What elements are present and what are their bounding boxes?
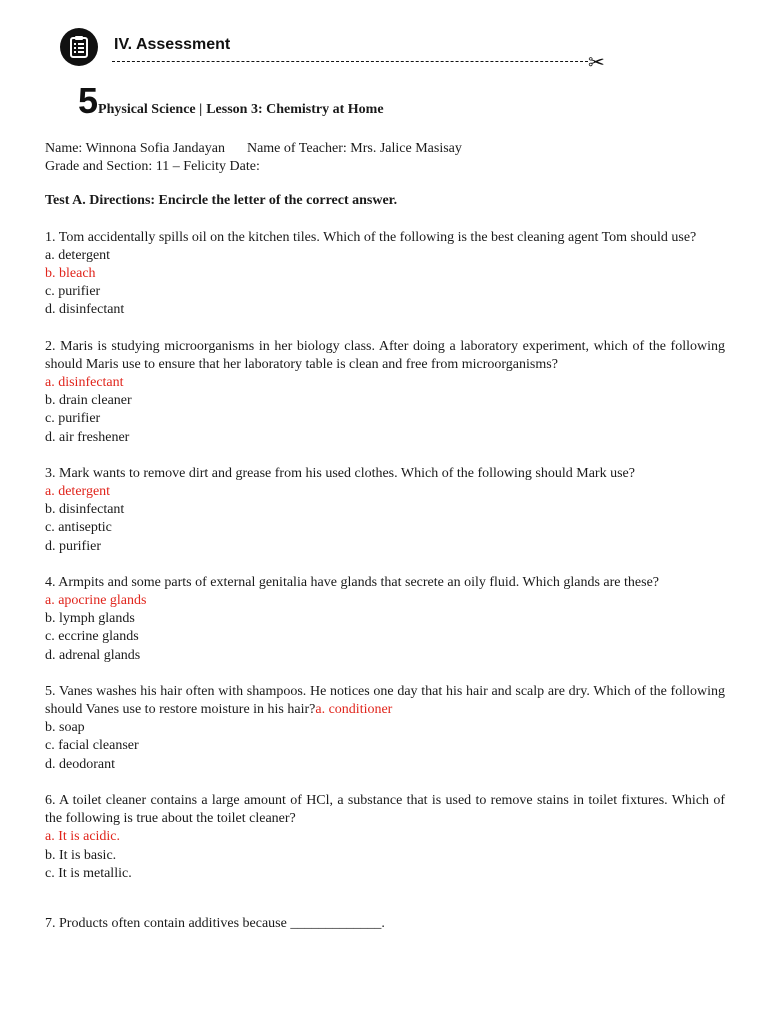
option-marked[interactable]: a. conditioner	[315, 702, 393, 718]
option[interactable]: b. drain cleaner	[45, 393, 132, 409]
test-directions: Test A. Directions: Encircle the letter of the correct answer.	[45, 193, 398, 209]
option[interactable]: d. deodorant	[45, 756, 115, 772]
question-2	[45, 338, 725, 447]
option[interactable]: c. purifier	[45, 411, 101, 427]
option-marked[interactable]: a. It is acidic.	[45, 829, 121, 845]
scissors-icon: ✂	[588, 50, 605, 74]
question-7	[45, 915, 725, 933]
question-text: 6. A toilet cleaner contains a large amount of HCl, a substance that is used to remove stains in toilet fixtures. Which of the following is true about the toilet cleaner?	[45, 792, 725, 827]
option[interactable]: b. disinfectant	[45, 502, 125, 518]
option[interactable]: d. disinfectant	[45, 302, 125, 318]
cut-line	[112, 61, 588, 62]
lesson-heading	[78, 80, 384, 120]
question-6	[45, 792, 725, 883]
question-text-body: 5. Vanes washes his hair often with shampoos. He notices one day that his hair and scalp are dry. Which of the following should Vanes use to restore moisture in his hair?	[45, 683, 725, 718]
option-marked[interactable]: b. bleach	[45, 266, 96, 282]
option[interactable]: d. purifier	[45, 538, 101, 554]
question-text: 4. Armpits and some parts of external genitalia have glands that secrete an oily fluid. Which glands are these?	[45, 574, 659, 590]
question-text: 1. Tom accidentally spills oil on the kitchen tiles. Which of the following is the best cleaning agent Tom should use?	[45, 229, 697, 245]
option[interactable]: c. antiseptic	[45, 520, 112, 536]
section-title: IV. Assessment	[114, 36, 231, 53]
student-info	[45, 140, 725, 158]
option[interactable]: d. air freshener	[45, 429, 130, 445]
grade-section: Grade and Section: 11 – Felicity Date:	[45, 159, 260, 175]
subject-label: Physical Science |	[98, 102, 203, 117]
clipboard-icon	[69, 36, 89, 58]
question-5	[45, 683, 725, 774]
lesson-number: 5	[78, 80, 99, 121]
option[interactable]: c. eccrine glands	[45, 629, 139, 645]
question-4	[45, 574, 725, 665]
question-1	[45, 229, 725, 320]
worksheet-body	[45, 140, 725, 933]
clipboard-badge	[60, 28, 98, 66]
option[interactable]: c. facial cleanser	[45, 738, 139, 754]
question-text: 7. Products often contain additives because _____________.	[45, 915, 385, 931]
option-marked[interactable]: a. apocrine glands	[45, 593, 147, 609]
option[interactable]: d. adrenal glands	[45, 647, 141, 663]
option[interactable]: c. purifier	[45, 284, 101, 300]
teacher-name: Name of Teacher: Mrs. Jalice Masisay	[246, 141, 462, 156]
question-text: 3. Mark wants to remove dirt and grease from his used clothes. Which of the following should Mark use?	[45, 465, 635, 481]
option[interactable]: b. soap	[45, 720, 85, 736]
option[interactable]: b. lymph glands	[45, 611, 135, 627]
question-text: 2. Maris is studying microorganisms in her biology class. After doing a laboratory experiment, which of the following should Maris use to ensure that her laboratory table is clean and free from microorganisms?	[45, 338, 725, 372]
student-name: Name: Winnona Sofia Jandayan	[45, 141, 225, 156]
question-text	[45, 683, 725, 719]
assessment-header	[60, 28, 620, 72]
question-3	[45, 465, 725, 556]
option[interactable]: c. It is metallic.	[45, 865, 132, 881]
option[interactable]: a. detergent	[45, 247, 111, 263]
option-marked[interactable]: a. detergent	[45, 484, 111, 500]
lesson-title: Lesson 3: Chemistry at Home	[206, 102, 384, 117]
option-marked[interactable]: a. disinfectant	[45, 375, 124, 391]
option[interactable]: b. It is basic.	[45, 847, 117, 863]
